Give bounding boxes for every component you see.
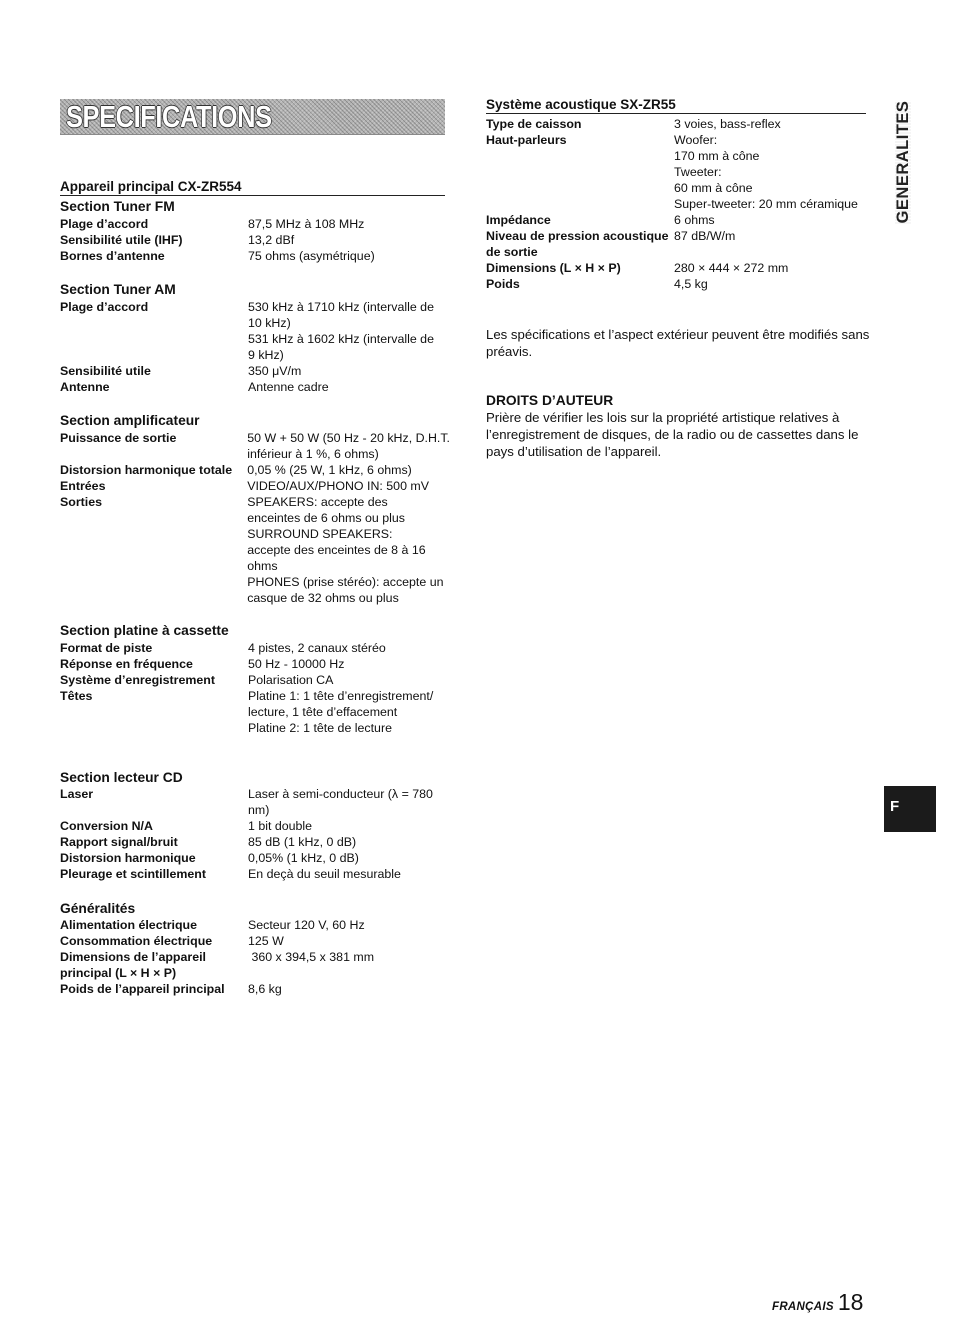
spec-value-line: 10 kHz): [248, 316, 291, 330]
spec-row: [60, 786, 450, 818]
spec-row: [60, 478, 450, 494]
spec-label: Puissance de sortie: [60, 431, 177, 445]
general-section-title: Généralités: [60, 901, 136, 916]
spec-value-line: Woofer:: [674, 133, 718, 147]
spec-row: [60, 656, 450, 672]
cassette-spec-table: [60, 640, 450, 736]
general-spec-table: [60, 917, 450, 997]
spec-value: [248, 379, 450, 395]
spec-row: [60, 834, 450, 850]
spec-row: [60, 216, 450, 232]
main-unit-heading: Appareil principal CX-ZR554: [60, 178, 445, 196]
spec-row: [486, 260, 871, 276]
amp-spec-table: [60, 430, 450, 606]
spec-value-line: 360 x 394,5 x 381 mm: [248, 950, 375, 964]
spec-value: [248, 299, 450, 363]
spec-value-line: 4,5 kg: [674, 277, 708, 291]
spec-value: [247, 430, 450, 462]
spec-value-line: 350 μV/m: [248, 364, 302, 378]
spec-value: [248, 672, 450, 688]
spec-label: Entrées: [60, 479, 106, 493]
spec-value-line: En deçà du seuil mesurable: [248, 867, 401, 881]
spec-label: Laser: [60, 787, 94, 801]
spec-row: [60, 232, 450, 248]
spec-label: Plage d’accord: [60, 300, 149, 314]
spec-label: Sensibilité utile (IHF): [60, 233, 183, 247]
copyright-title: DROITS D’AUTEUR: [486, 393, 614, 408]
spec-row: [60, 866, 450, 882]
am-section-title: Section Tuner AM: [60, 282, 176, 297]
spec-value-line: Tweeter:: [674, 165, 722, 179]
spec-value-line: 87,5 MHz à 108 MHz: [248, 217, 365, 231]
spec-value: [674, 132, 871, 212]
footer-language: FRANÇAIS: [772, 1301, 834, 1313]
spec-value: [248, 949, 450, 981]
spec-label: Antenne: [60, 380, 110, 394]
spec-value-line: 9 kHz): [248, 348, 284, 362]
notice-text: Les spécifications et l’aspect extérieur peuvent être modifiés sans préavis.: [486, 327, 870, 359]
spec-row: [486, 212, 871, 228]
spec-value-line: 13,2 dBf: [248, 233, 295, 247]
spec-value: [674, 212, 871, 228]
spec-label: Consommation électrique: [60, 934, 213, 948]
spec-label: Alimentation électrique: [60, 918, 198, 932]
spec-value: [248, 363, 450, 379]
spec-label: Haut-parleurs: [486, 133, 567, 147]
spec-value-line: Platine 2: 1 tête de lecture: [248, 721, 392, 735]
spec-value-line: 87 dB/W/m: [674, 229, 736, 243]
spec-label: Système d’enregistrement: [60, 673, 215, 687]
spec-label: Distorsion harmonique totale: [60, 463, 233, 477]
spec-label: Niveau de pression acoustique de sortie: [486, 229, 669, 259]
spec-value: [674, 228, 871, 260]
spec-value-line: 50 Hz - 10000 Hz: [248, 657, 345, 671]
spec-value: [248, 640, 450, 656]
fm-spec-table: [60, 216, 450, 264]
spec-value: [248, 834, 450, 850]
specifications-banner: [60, 99, 445, 135]
spec-value: [248, 818, 450, 834]
spec-value-line: 125 W: [248, 934, 284, 948]
spec-value: [248, 917, 450, 933]
cd-spec-table: [60, 786, 450, 882]
spec-value: [248, 656, 450, 672]
spec-value-line: enceintes de 6 ohms ou plus: [247, 511, 405, 525]
spec-label: Rapport signal/bruit: [60, 835, 178, 849]
spec-value-line: 8,6 kg: [248, 982, 282, 996]
spec-row: [60, 462, 450, 478]
spec-value: [674, 276, 871, 292]
spec-value: [674, 260, 871, 276]
spec-label: Plage d’accord: [60, 217, 149, 231]
spec-value-line: ohms: [247, 559, 278, 573]
spec-value-line: 0,05 % (25 W, 1 kHz, 6 ohms): [247, 463, 412, 477]
spec-row: [60, 494, 450, 606]
spec-value: [248, 933, 450, 949]
spec-value: [248, 786, 450, 818]
spec-row: [60, 949, 450, 981]
spec-row: [60, 688, 450, 736]
speaker-spec-table: [486, 116, 871, 292]
spec-label: Impédance: [486, 213, 551, 227]
spec-label: Distorsion harmonique: [60, 851, 196, 865]
spec-value-line: 530 kHz à 1710 kHz (intervalle de: [248, 300, 434, 314]
language-tab: [884, 786, 936, 832]
spec-value-line: 75 ohms (asymétrique): [248, 249, 375, 263]
spec-value: [674, 116, 871, 132]
spec-value: [247, 478, 450, 494]
spec-row: [60, 917, 450, 933]
spec-value-line: Platine 1: 1 tête d’enregistrement/: [248, 689, 434, 703]
spec-label: Conversion N/A: [60, 819, 153, 833]
spec-value-line: Super-tweeter: 20 mm céramique: [674, 197, 858, 211]
side-section-label: [868, 94, 938, 230]
cassette-section-title: Section platine à cassette: [60, 623, 229, 638]
spec-label: Sorties: [60, 495, 103, 509]
spec-row: [60, 818, 450, 834]
spec-value-line: inférieur à 1 %, 6 ohms): [247, 447, 379, 461]
spec-row: [60, 430, 450, 462]
spec-row: [60, 933, 450, 949]
am-spec-table: [60, 299, 450, 395]
spec-label: Bornes d’antenne: [60, 249, 165, 263]
spec-value: [248, 232, 450, 248]
spec-value-line: 6 ohms: [674, 213, 715, 227]
spec-value-line: 85 dB (1 kHz, 0 dB): [248, 835, 357, 849]
spec-value: [248, 850, 450, 866]
spec-row: [60, 248, 450, 264]
spec-value-line: 1 bit double: [248, 819, 313, 833]
language-tab-letter: F: [890, 798, 900, 815]
spec-label: Dimensions (L × H × P): [486, 261, 621, 275]
spec-label: Poids: [486, 277, 520, 291]
page-number: 18: [837, 1289, 864, 1315]
spec-row: [60, 672, 450, 688]
spec-value-line: 0,05% (1 kHz, 0 dB): [248, 851, 359, 865]
amp-section-title: Section amplificateur: [60, 413, 200, 428]
banner-title: SPECIFICATIONS: [66, 99, 272, 134]
spec-value-line: 531 kHz à 1602 kHz (intervalle de: [248, 332, 434, 346]
spec-label: Pleurage et scintillement: [60, 867, 206, 881]
spec-row: [486, 228, 871, 260]
spec-value-line: 3 voies, bass-reflex: [674, 117, 781, 131]
spec-value-line: casque de 32 ohms ou plus: [247, 591, 399, 605]
spec-label: Sensibilité utile: [60, 364, 151, 378]
spec-value: [247, 462, 450, 478]
spec-value: [248, 688, 450, 736]
spec-value: [248, 216, 450, 232]
copyright-text: Prière de vérifier les lois sur la propriété artistique relatives à l’enregistrement de disques, de la radio ou de cassettes dans le pays d’utilisation de l’appareil.: [486, 410, 859, 459]
spec-value-line: 50 W + 50 W (50 Hz - 20 kHz, D.H.T.: [247, 431, 450, 445]
cd-section-title: Section lecteur CD: [60, 770, 183, 785]
spec-row: [60, 299, 450, 363]
spec-label: Format de piste: [60, 641, 153, 655]
spec-value-line: 170 mm à cône: [674, 149, 760, 163]
spec-value-line: Antenne cadre: [248, 380, 329, 394]
spec-value-line: SURROUND SPEAKERS:: [247, 527, 393, 541]
spec-value-line: Laser à semi-conducteur (λ = 780: [248, 787, 433, 801]
spec-value-line: Secteur 120 V, 60 Hz: [248, 918, 365, 932]
spec-label: Type de caisson: [486, 117, 582, 131]
fm-section-title: Section Tuner FM: [60, 199, 175, 214]
spec-value-line: 280 × 444 × 272 mm: [674, 261, 789, 275]
spec-row: [60, 850, 450, 866]
spec-value-line: 60 mm à cône: [674, 181, 753, 195]
speaker-heading: Système acoustique SX-ZR55: [486, 96, 866, 114]
spec-label: Dimensions de l’appareil principal (L × H × P): [60, 950, 206, 980]
side-label-text: GENERALITES: [894, 100, 912, 224]
spec-value-line: PHONES (prise stéréo): accepte un: [247, 575, 444, 589]
spec-row: [60, 379, 450, 395]
spec-row: [60, 981, 450, 997]
spec-value: [248, 981, 450, 997]
spec-value-line: Polarisation CA: [248, 673, 334, 687]
spec-value-line: lecture, 1 tête d’effacement: [248, 705, 398, 719]
spec-value: [248, 866, 450, 882]
spec-label: Réponse en fréquence: [60, 657, 193, 671]
spec-row: [60, 640, 450, 656]
spec-value-line: VIDEO/AUX/PHONO IN: 500 mV: [247, 479, 429, 493]
spec-value: [247, 494, 450, 606]
spec-value: [248, 248, 450, 264]
spec-value-line: nm): [248, 803, 270, 817]
spec-row: [486, 116, 871, 132]
spec-row: [486, 132, 871, 212]
spec-value-line: 4 pistes, 2 canaux stéréo: [248, 641, 386, 655]
spec-label: Poids de l’appareil principal: [60, 982, 225, 996]
spec-row: [486, 276, 871, 292]
page-footer: [772, 1289, 864, 1315]
spec-value-line: SPEAKERS: accepte des: [247, 495, 388, 509]
spec-row: [60, 363, 450, 379]
spec-value-line: accepte des enceintes de 8 à 16: [247, 543, 426, 557]
spec-label: Têtes: [60, 689, 93, 703]
